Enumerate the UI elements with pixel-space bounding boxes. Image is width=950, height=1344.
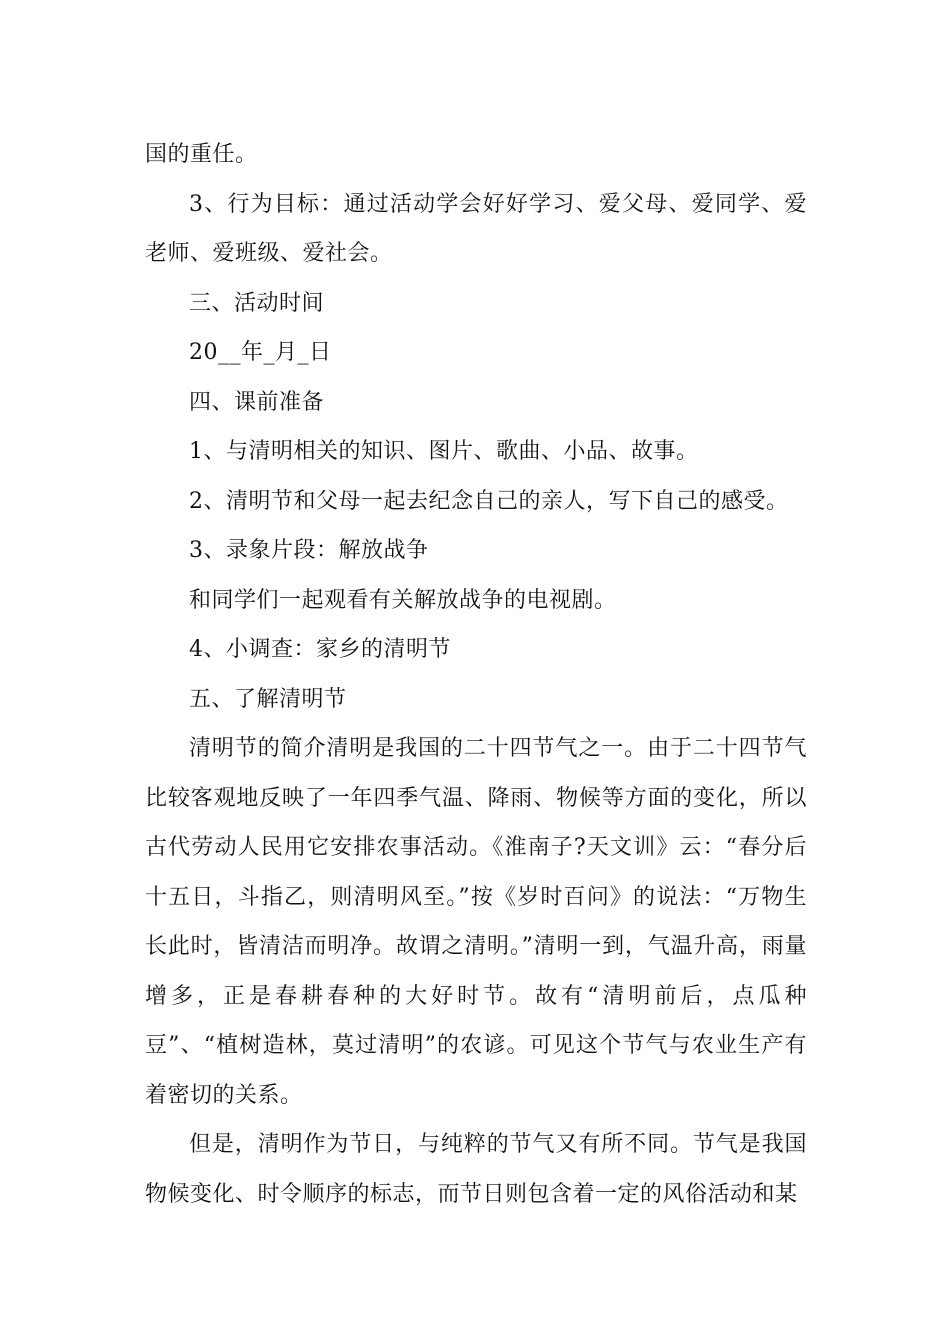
paragraph: 国的重任。 <box>145 142 258 167</box>
list-item: 1、与清明相关的知识、图片、歌曲、小品、故事。 <box>189 439 699 464</box>
section-heading: 五、了解清明节 <box>189 686 347 712</box>
section-heading: 三、活动时间 <box>189 290 325 316</box>
list-item: 2、清明节和父母一起去纪念自己的亲人，写下自己的感受。 <box>189 488 789 514</box>
paragraph: 清明节的简介清明是我国的二十四节气之一。由于二十四节气比较客观地反映了一年四季气温、降雨、物候等方面的变化，所以古代劳动人民用它安排农事活动。《淮南子?天文训》云：“春分后十五日，斗指乙，则清明风至。”按《岁时百问》的说法：“万物生长此时，皆清洁而明净。故谓之清明。”清明一到，气温升高，雨量增多，正是春耕春种的大好时节。故有“清明前后，点瓜种豆”、“植树造林，莫过清明”的农谚。可见这个节气与农业生产有着密切的关系。 <box>145 736 807 1108</box>
paragraph: 3、行为目标：通过活动学会好好学习、爱父母、爱同学、爱老师、爱班级、爱社会。 <box>145 191 807 266</box>
list-item: 4、小调查：家乡的清明节 <box>189 637 451 662</box>
section-heading: 四、课前准备 <box>189 389 325 415</box>
list-item: 3、录象片段：解放战争 <box>189 538 429 563</box>
paragraph: 20__年_月_日 <box>189 340 332 365</box>
paragraph: 和同学们一起观看有关解放战争的电视剧。 <box>189 587 617 613</box>
document-body <box>145 130 807 1219</box>
paragraph: 但是，清明作为节日，与纯粹的节气又有所不同。节气是我国物候变化、时令顺序的标志，而节日则包含着一定的风俗活动和某 <box>145 1132 807 1207</box>
